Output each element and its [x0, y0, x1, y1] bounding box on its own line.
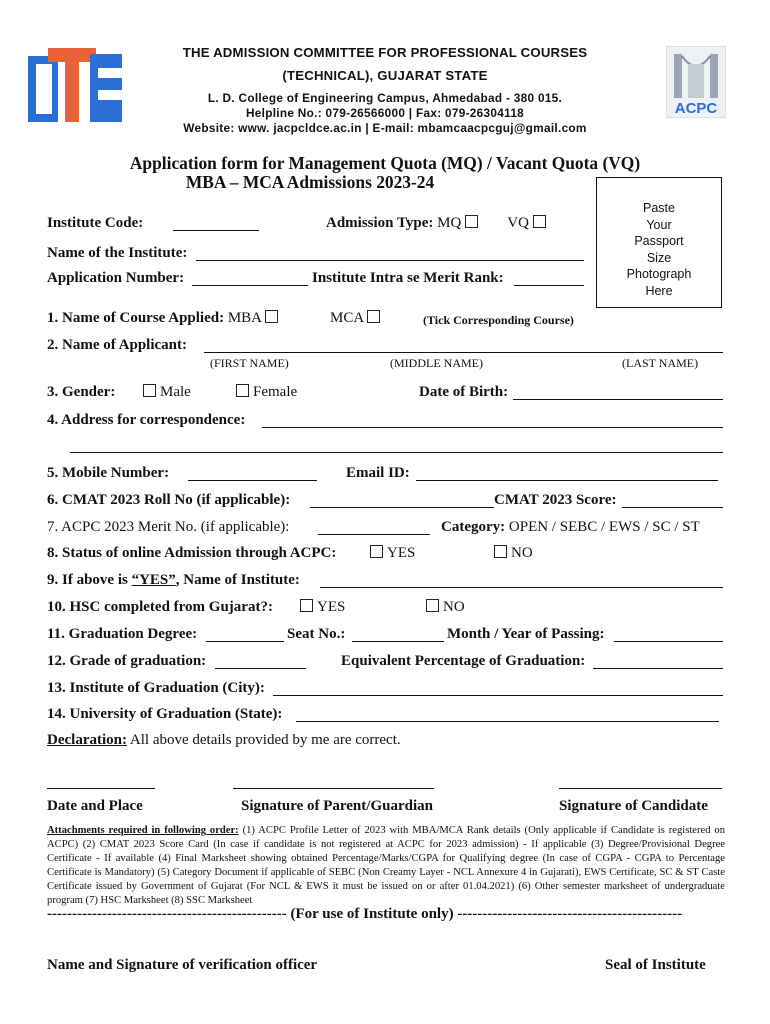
online-no-option [494, 545, 533, 562]
header-website-email: Website: www. jacpcldce.ac.in | E-mail: mbamcaacpcguj@gmail.com [183, 121, 587, 135]
verification-officer-label: Name and Signature of verification officer [47, 957, 318, 973]
first-name-caption: (FIRST NAME) [210, 356, 289, 370]
mca-option [330, 310, 384, 327]
online-admission-label: 8. Status of online Admission through ACPC: [47, 545, 337, 561]
graduation-degree-field[interactable] [206, 641, 284, 642]
admission-type-label: Admission Type: [326, 215, 434, 231]
month-year-label: Month / Year of Passing: [447, 626, 605, 642]
address-label: 4. Address for correspondence: [47, 412, 246, 428]
application-number-field[interactable] [192, 285, 308, 286]
mq-checkbox[interactable] [465, 215, 478, 228]
graduation-degree-label: 11. Graduation Degree: [47, 626, 198, 642]
category-label: Category: [441, 519, 506, 535]
institute-use-divider: ------------------------------------------------ (For use of Institute only) --------------------------------------------- [47, 906, 683, 922]
online-yes-checkbox[interactable] [370, 545, 383, 558]
photo-box-line: Passport [634, 234, 684, 249]
q9-prefix: 9. If above is [47, 572, 128, 588]
photo-box-line: Paste [643, 201, 675, 215]
photo-box[interactable] [596, 177, 722, 308]
cmat-score-label: CMAT 2023 Score: [494, 492, 617, 508]
grade-field[interactable] [215, 668, 306, 669]
mq-label: MQ [437, 215, 462, 231]
institute-code-label: Institute Code: [47, 215, 144, 231]
candidate-signature-field[interactable] [559, 788, 722, 789]
declaration-label: Declaration: [47, 732, 127, 748]
hsc-gujarat-label: 10. HSC completed from Gujarat?: [47, 599, 273, 615]
header-committee-name: THE ADMISSION COMMITTEE FOR PROFESSIONAL COURSES [182, 45, 588, 60]
month-year-field[interactable] [614, 641, 723, 642]
male-checkbox[interactable] [143, 384, 156, 397]
vq-label: VQ [507, 215, 529, 231]
graduation-institute-label: 13. Institute of Graduation (City): [47, 680, 265, 696]
address-field-line2[interactable] [70, 452, 723, 453]
candidate-signature-label: Signature of Candidate [559, 798, 708, 814]
dob-field[interactable] [513, 399, 723, 400]
form-subtitle: MBA – MCA Admissions 2023-24 [185, 172, 435, 192]
online-yes-label: YES [387, 545, 416, 561]
institute-name-label: Name of the Institute: [47, 245, 188, 261]
mca-label: MCA [330, 310, 364, 326]
address-field-line1[interactable] [262, 427, 723, 428]
form-title: Application form for Management Quota (MQ) / Vacant Quota (VQ) [129, 153, 641, 173]
previous-institute-label [47, 572, 300, 589]
middle-name-caption: (MIDDLE NAME) [390, 356, 483, 370]
hsc-yes-label: YES [317, 599, 346, 615]
course-applied-row [47, 310, 282, 327]
mobile-label: 5. Mobile Number: [47, 465, 170, 481]
female-label: Female [253, 384, 298, 400]
graduation-institute-field[interactable] [273, 695, 723, 696]
attachments-heading: Attachments required in following order: [47, 825, 239, 836]
applicant-name-field[interactable] [204, 352, 723, 353]
grade-label: 12. Grade of graduation: [47, 653, 207, 669]
email-label: Email ID: [346, 465, 410, 481]
vq-checkbox[interactable] [533, 215, 546, 228]
hsc-yes-checkbox[interactable] [300, 599, 313, 612]
online-yes-option [370, 545, 415, 562]
photo-box-line: Here [645, 283, 673, 298]
last-name-caption: (LAST NAME) [622, 356, 699, 370]
parent-signature-field[interactable] [233, 788, 434, 789]
acpc-logo-text: ACPC [674, 100, 718, 117]
equivalent-percentage-field[interactable] [593, 668, 723, 669]
mca-checkbox[interactable] [367, 310, 380, 323]
cmat-roll-field[interactable] [310, 507, 494, 508]
header-state: (TECHNICAL), GUJARAT STATE [282, 68, 488, 83]
cmat-roll-label: 6. CMAT 2023 Roll No (if applicable): [47, 492, 291, 508]
male-option [143, 384, 191, 401]
q9-yes: “YES” [131, 572, 176, 588]
course-applied-label: 1. Name of Course Applied: [47, 310, 225, 326]
dob-label: Date of Birth: [419, 384, 509, 400]
cmat-score-field[interactable] [622, 507, 723, 508]
parent-signature-label: Signature of Parent/Guardian [241, 798, 433, 814]
category-row [441, 519, 700, 536]
male-label: Male [160, 384, 191, 400]
graduation-university-label: 14. University of Graduation (State): [47, 706, 283, 722]
seal-label: Seal of Institute [605, 957, 706, 973]
category-options: OPEN / SEBC / EWS / SC / ST [508, 519, 700, 535]
female-checkbox[interactable] [236, 384, 249, 397]
email-field[interactable] [416, 480, 718, 481]
mba-checkbox[interactable] [265, 310, 278, 323]
q9-suffix: , Name of Institute: [175, 572, 300, 588]
date-place-field[interactable] [47, 788, 155, 789]
hsc-no-checkbox[interactable] [426, 599, 439, 612]
institute-code-field[interactable] [173, 230, 259, 231]
photo-box-line: Your [646, 217, 672, 232]
gender-label: 3. Gender: [47, 384, 116, 400]
acpc-merit-text: 7. ACPC 2023 Merit No. (if applicable): [47, 519, 290, 535]
institute-name-field[interactable] [196, 260, 584, 261]
female-option [236, 384, 297, 401]
acpc-logo [666, 46, 726, 118]
merit-rank-field[interactable] [514, 285, 584, 286]
hsc-no-label: NO [443, 599, 465, 615]
admission-type-group [326, 215, 550, 232]
course-note: (Tick Corresponding Course) [423, 313, 574, 327]
seat-no-label: Seat No.: [287, 626, 346, 642]
declaration-text: All above details provided by me are correct. [126, 732, 401, 748]
header-helpline: Helpline No.: 079-26566000 | Fax: 079-26304118 [245, 106, 525, 120]
hsc-no-option [426, 599, 465, 616]
mba-label: MBA [227, 310, 262, 326]
mobile-field[interactable] [188, 480, 317, 481]
graduation-university-field[interactable] [296, 721, 719, 722]
attachments-note [47, 824, 725, 908]
declaration [47, 732, 401, 749]
attachments-text: (1) ACPC Profile Letter of 2023 with MBA/MCA Rank details (Only applicable if Candidate is registered on ACPC) (2) CMAT 2023 Score Card (In case if candidate is not registered at ACPC for 2023 admission) - If applicable (3) Degree/Provisional Degree Certificate - If available (4) Final Marksheet showing obtained Percentage/Marks/CGPA for Qualifying degree (In case of CGPA - CGPA to Percentage Certificate is Mandatory) (5) Category Document if applicable of SEBC (Non Creamy Layer - NCL Annexure 4 in Gujarati), EWS Certificate, SC & ST Caste Certificate issued by Government of Gujarat (For NCL & EWS it must be issued on or after 01.04.2021) (6) Other semester marksheet of undergraduate program (7) HSC Marksheet (8) SSC Marksheet [47, 825, 725, 906]
header-address: L. D. College of Engineering Campus, Ahmedabad - 380 015. [207, 91, 563, 105]
acpc-merit-field[interactable] [318, 534, 430, 535]
photo-box-line: Photograph [626, 267, 692, 282]
previous-institute-field[interactable] [320, 587, 723, 588]
date-place-label: Date and Place [47, 798, 143, 814]
hsc-yes-option [300, 599, 345, 616]
equivalent-percentage-label: Equivalent Percentage of Graduation: [341, 653, 586, 669]
merit-rank-label: Institute Intra se Merit Rank: [312, 270, 504, 286]
application-number-label: Application Number: [47, 270, 185, 286]
online-no-checkbox[interactable] [494, 545, 507, 558]
seat-no-field[interactable] [352, 641, 444, 642]
acpc-merit-label [47, 519, 289, 536]
online-no-label: NO [511, 545, 533, 561]
photo-box-line: Size [646, 250, 672, 265]
applicant-name-label: 2. Name of Applicant: [47, 337, 187, 353]
